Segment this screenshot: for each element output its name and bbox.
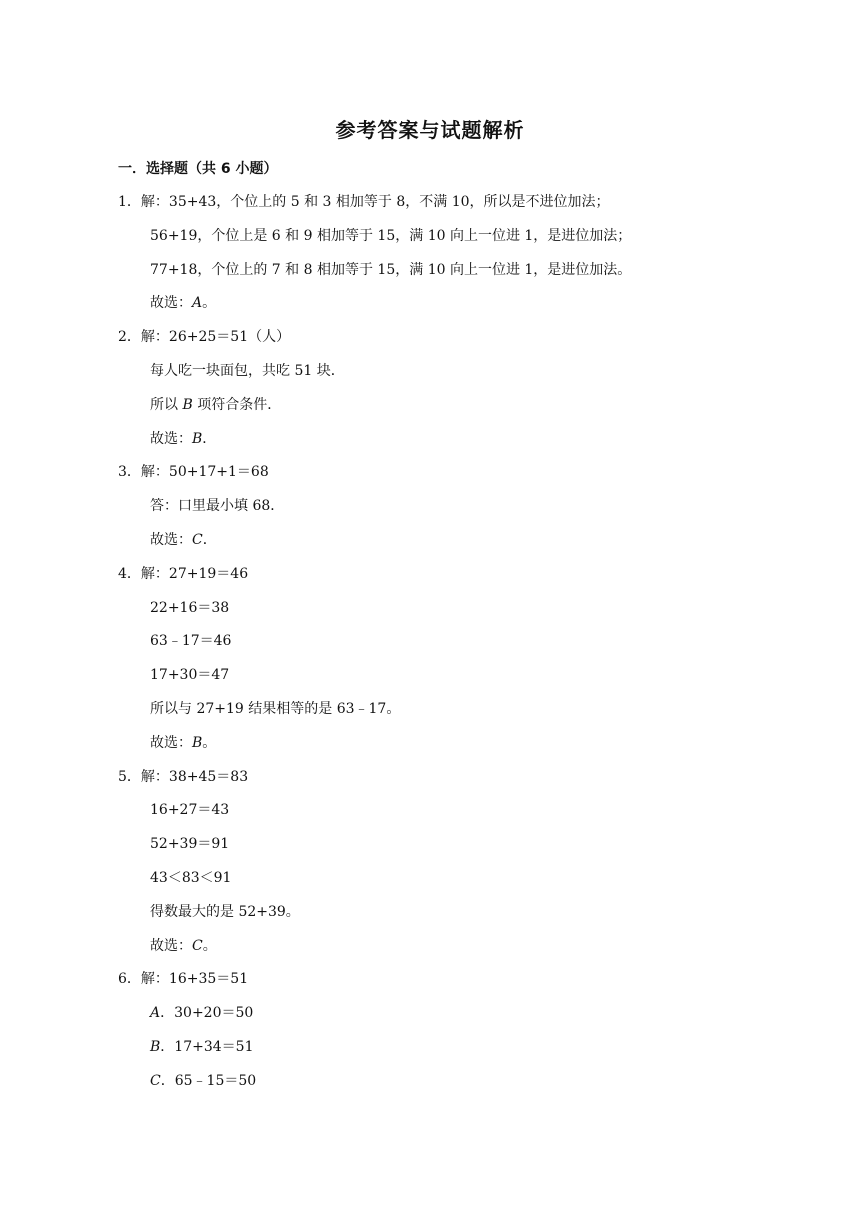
q3-number: 3． [118,464,141,481]
q2-line-1 [118,327,758,361]
q5-line-3: 52+39＝91 [150,836,230,853]
q5-number: 5． [118,768,141,785]
q1-line-3: 77+18，个位上的 7 和 8 相加等于 15，满 10 向上一位进 1，是进位加法。 [150,261,632,278]
q1-text-1: 解：35+43，个位上的 5 和 3 相加等于 8，不满 10，所以是不进位加法； [140,194,610,210]
q3-text-1: 解：50+17+1＝68 [140,464,269,481]
q4-answer [118,733,758,767]
q5-text-1: 解：38+45＝83 [140,768,249,785]
q6-option-c-letter: C [150,1072,161,1089]
q5-answer [118,936,758,970]
q1-line-2: 56+19，个位上是 6 和 9 相加等于 15，满 10 向上一位进 1，是进位加法； [150,227,632,244]
q6-option-a [118,1003,758,1037]
q4-line-1 [118,564,758,598]
q6-option-c-text: ．65﹣15＝50 [160,1072,257,1089]
q6-option-a-text: ．30+20＝50 [160,1005,254,1022]
answer-content [118,192,758,1105]
q6-line-1 [118,969,758,1003]
page-title: 参考答案与试题解析 [335,118,525,142]
q4-answer-letter: B [192,734,203,751]
q6-option-b [118,1037,758,1071]
q2-answer-letter: B [192,430,203,447]
q1-answer-prefix: 故选： [150,295,192,312]
q5-answer-letter: C [192,937,203,954]
q2-text-3-prefix: 所以 [150,396,183,413]
q4-number: 4． [118,565,141,582]
q6-option-b-text: ．17+34＝51 [160,1038,254,1055]
q3-answer-suffix: ． [202,531,217,548]
q3-answer [118,530,758,564]
q2-text-3-suffix: 项符合条件． [192,396,282,413]
q2-answer-prefix: 故选： [150,430,192,447]
q6-text-1: 解：16+35＝51 [140,971,249,988]
q3-line-1 [118,462,758,496]
q5-line-4: 43＜83＜91 [150,869,232,886]
q2-answer-suffix: ． [202,430,217,447]
q2-line-2: 每人吃一块面包，共吃 51 块． [150,362,345,379]
q2-line-3 [118,395,758,429]
q1-answer [118,293,758,327]
q4-line-5: 所以与 27+19 结果相等的是 63﹣17。 [150,700,401,717]
q1-answer-letter: A [192,295,203,312]
q6-number: 6． [118,971,141,988]
q2-text-1: 解：26+25＝51（人） [140,329,291,346]
q2-number: 2． [118,329,141,346]
q4-line-3: 63﹣17＝46 [150,633,232,650]
q1-line-1 [118,192,758,226]
q2-answer [118,429,758,463]
q1-number: 1． [118,194,141,210]
q4-text-1: 解：27+19＝46 [140,565,249,582]
q4-answer-suffix: 。 [202,734,217,751]
q6-option-c [118,1071,758,1105]
q5-line-5: 得数最大的是 52+39。 [150,903,300,920]
section-heading: 一．选择题（共 6 小题） [118,161,278,177]
q5-line-2: 16+27＝43 [150,802,230,819]
q5-answer-prefix: 故选： [150,937,192,954]
q4-line-2: 22+16＝38 [150,599,230,616]
q6-option-b-letter: B [150,1038,161,1055]
q1-answer-suffix: 。 [202,295,217,312]
q4-line-4: 17+30＝47 [150,667,230,684]
q3-answer-prefix: 故选： [150,531,192,548]
q3-answer-letter: C [192,531,203,548]
q5-line-1 [118,767,758,801]
q3-line-2: 答：口里最小填 68． [150,498,285,515]
q5-answer-suffix: 。 [202,937,217,954]
q4-answer-prefix: 故选： [150,734,192,751]
q2-text-3-option: B [182,396,193,413]
q6-option-a-letter: A [150,1005,161,1022]
